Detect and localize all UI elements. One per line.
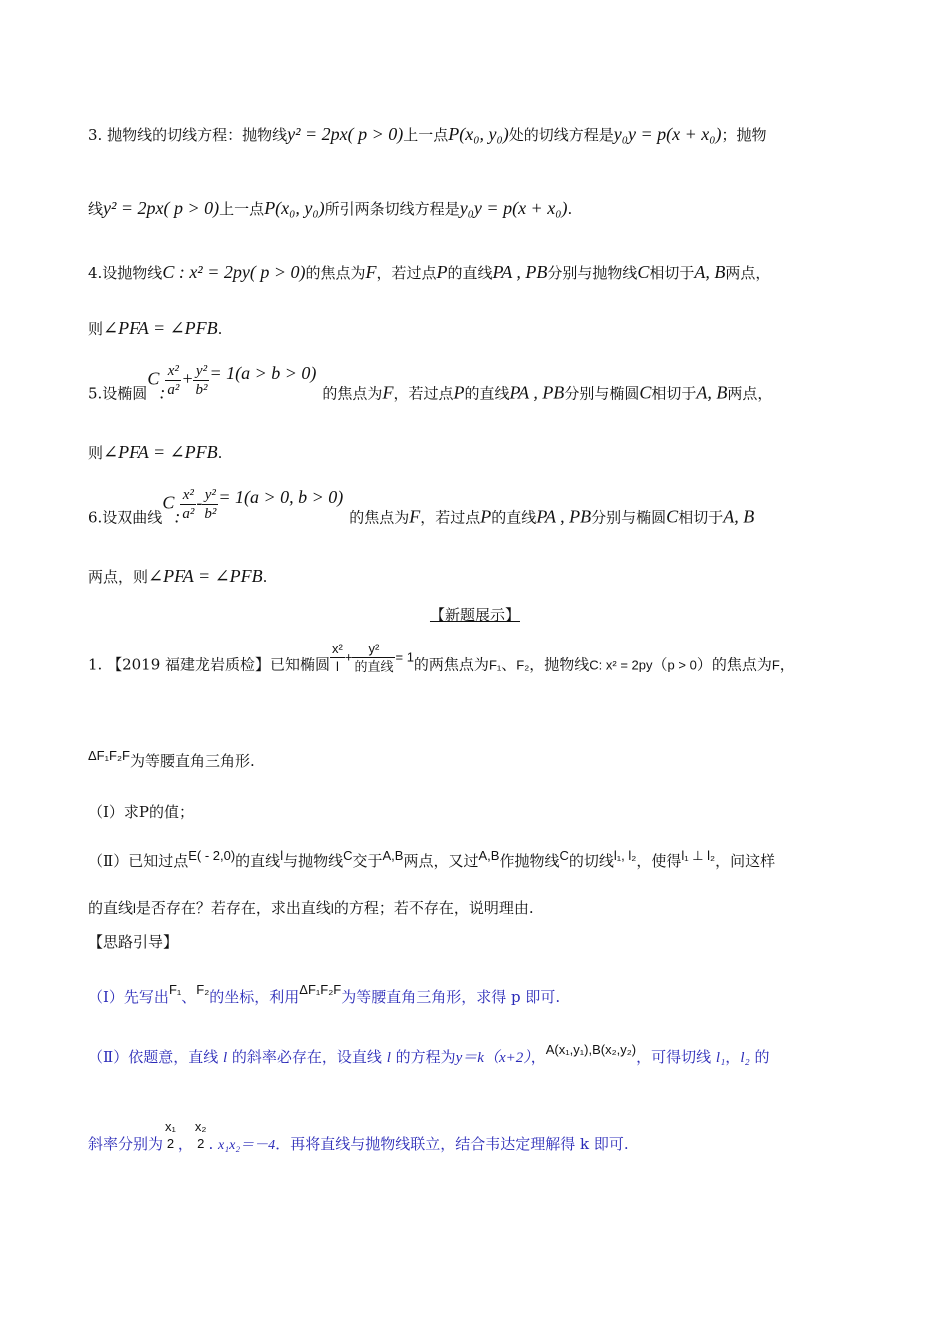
formula: l₁ — [715, 1050, 726, 1066]
text: . — [567, 200, 573, 218]
formula: = 1 — [395, 649, 414, 665]
text: ．再将直线与抛物线联立，结合韦达定理解得 k 即可. — [275, 1135, 629, 1153]
formula: F₁ — [168, 982, 182, 997]
formula: l₂ — [740, 1050, 750, 1066]
text: ， — [779, 655, 795, 674]
text: 分别与椭圆 — [591, 508, 667, 527]
formula: y² = 2px( p > 0) — [287, 124, 404, 144]
formula: P — [480, 506, 492, 527]
text: 上一点 — [403, 126, 449, 144]
formula: : — [159, 382, 166, 403]
numerator: x² — [165, 362, 181, 381]
question-1-part-2 — [88, 846, 775, 871]
formula: C — [637, 262, 650, 282]
formula: E( - 2,0) — [188, 848, 236, 863]
formula: x₁x₂＝－4 — [218, 1138, 276, 1153]
text: 4.设抛物线 — [88, 264, 163, 282]
formula: ∠PFA = ∠PFB — [148, 566, 263, 586]
text: 作抛物线 — [499, 852, 560, 870]
text: 的两焦点为 — [413, 655, 489, 674]
formula: C — [666, 506, 679, 527]
denominator: a² — [182, 506, 195, 522]
denominator: l — [336, 659, 339, 674]
fraction — [352, 640, 395, 675]
formula: PA , PB — [509, 382, 565, 403]
text: 分别与椭圆 — [564, 384, 640, 403]
text: 的坐标，利用 — [209, 988, 300, 1006]
formula: A,B — [478, 848, 500, 863]
formula: P(x₀, y₀) — [264, 198, 325, 218]
denominator: b² — [204, 506, 217, 522]
hint-part-2 — [88, 1040, 769, 1068]
text: . — [208, 1135, 219, 1153]
numerator: x² — [180, 486, 196, 505]
question-1-line-2 — [88, 746, 255, 771]
text: ，若过点 — [420, 508, 481, 527]
text: 为等腰直角三角形. — [129, 752, 255, 770]
text: 6.设双曲线 — [88, 508, 163, 527]
formula: = 1(a > b > 0) — [209, 363, 317, 383]
text: 、 — [181, 988, 197, 1006]
text: 两点， — [725, 264, 771, 282]
text: 3. 抛物线的切线方程：抛物线 — [88, 126, 288, 144]
text: 的焦点为 — [349, 508, 410, 527]
text: （Ⅱ）已知过点 — [88, 852, 189, 870]
text: 的直线 — [235, 852, 281, 870]
formula: y₀y = p(x + x₀) — [613, 124, 722, 144]
numerator: y² — [193, 362, 209, 381]
text: ，使得 — [636, 852, 682, 870]
text: 的 — [749, 1048, 770, 1066]
fraction — [202, 486, 218, 523]
formula: P — [436, 262, 448, 282]
text: 、 — [501, 655, 517, 674]
formula: l — [386, 1050, 391, 1066]
formula: C — [343, 848, 353, 863]
formula: y₀y = p(x + x₀) — [459, 198, 568, 218]
numerator: y² — [202, 486, 218, 505]
section-title-text: 【新题展示】 — [429, 606, 520, 624]
item-5-line-2 — [88, 442, 222, 463]
text: 为等腰直角三角形，求得 p 即可. — [341, 988, 561, 1006]
formula: ΔF₁F₂F — [88, 748, 130, 763]
text: （Ⅰ）先写出 — [88, 988, 169, 1006]
numerator: y² — [352, 640, 395, 658]
formula: P — [453, 382, 465, 403]
text: ，问这样 — [715, 852, 776, 870]
formula: = 1(a > 0, b > 0) — [218, 487, 344, 507]
text: ， — [725, 1048, 741, 1066]
formula: F₂ — [196, 982, 210, 997]
text: 的方程为 — [390, 1048, 456, 1066]
formula: A, B — [696, 382, 728, 403]
text: 的方程；若不存在，说明理由. — [333, 899, 534, 917]
text: 的直线 — [464, 384, 510, 403]
formula: l₁, l₂ — [613, 848, 637, 863]
formula: C : x² = 2py( p > 0) — [162, 262, 306, 282]
text: 两点， — [727, 384, 773, 403]
formula: C — [162, 492, 175, 513]
question-1-line-1 — [88, 640, 795, 676]
item-4-line-2 — [88, 318, 222, 339]
formula: F — [365, 262, 377, 282]
formula: F — [771, 657, 780, 673]
denominator: b² — [195, 382, 208, 398]
formula: C — [639, 382, 652, 403]
hint-part-2-line-2 — [88, 1118, 629, 1156]
text: ， — [530, 1048, 546, 1066]
hint-title — [88, 932, 178, 952]
text: 的直线 — [88, 899, 134, 917]
operator: + — [181, 368, 194, 389]
text: ，可得切线 — [636, 1048, 716, 1066]
text: . — [217, 444, 223, 462]
text: 1. 【2019 福建龙岩质检】已知椭圆 — [88, 655, 331, 674]
text: 上一点 — [219, 200, 265, 218]
formula: F₂ — [516, 657, 530, 673]
item-4-line-1 — [88, 262, 770, 283]
formula: l — [133, 901, 136, 916]
text: 则 — [88, 444, 104, 462]
text: ）的焦点为 — [696, 655, 772, 674]
formula: C: x² = 2py — [589, 657, 653, 673]
text: 斜率分别为 — [88, 1135, 164, 1153]
formula: F — [409, 506, 421, 527]
formula: A(x₁,y₁),B(x₂,y₂) — [545, 1042, 637, 1057]
hint-title-text: 【思路引导】 — [88, 933, 179, 951]
formula: p > 0 — [667, 657, 697, 673]
text: . — [217, 320, 223, 338]
text: 两点，又过 — [403, 852, 479, 870]
text: 是否存在？若存在，求出直线 — [135, 899, 331, 917]
item-3-line-1 — [88, 124, 767, 145]
formula: y＝k（x+2） — [455, 1050, 531, 1066]
formula: C — [559, 848, 569, 863]
numerator: x₂ — [194, 1119, 207, 1134]
text: 两点，则 — [88, 568, 149, 586]
item-6-line-2 — [88, 566, 267, 587]
formula: ∠PFA = ∠PFB — [103, 318, 218, 338]
fraction — [163, 1118, 178, 1152]
denominator: 2 — [166, 1136, 175, 1151]
text: 的斜率必存在，设直线 — [227, 1048, 387, 1066]
denominator: 2 — [197, 1136, 205, 1151]
item-3-line-2 — [88, 198, 572, 219]
fraction — [330, 640, 345, 675]
formula: PA , PB — [492, 262, 548, 282]
question-1-part-1 — [88, 802, 194, 822]
operator: - — [196, 492, 203, 513]
text: 相切于 — [678, 508, 724, 527]
fraction — [193, 362, 209, 399]
hint-part-1 — [88, 980, 560, 1007]
text: 分别与抛物线 — [547, 264, 638, 282]
text: 的直线 — [447, 264, 493, 282]
formula: A, B — [723, 506, 755, 527]
fraction — [165, 362, 181, 399]
numerator: x² — [332, 641, 343, 656]
text: 则 — [88, 320, 104, 338]
text: 处的切线方程是 — [508, 126, 614, 144]
text: （Ⅰ）求P的值； — [88, 803, 195, 821]
text: 线 — [88, 200, 104, 218]
text: （Ⅱ）依题意，直线 — [88, 1048, 223, 1066]
denominator: a² — [167, 382, 180, 398]
text: ；抛物 — [721, 126, 767, 144]
fraction — [193, 1118, 209, 1152]
text: 的焦点为 — [305, 264, 366, 282]
text: 5.设椭圆 — [88, 384, 148, 403]
text: ，若过点 — [376, 264, 437, 282]
text: 与抛物线 — [283, 852, 344, 870]
text: . — [262, 568, 268, 586]
formula: l — [330, 901, 334, 916]
formula: PA , PB — [536, 506, 592, 527]
question-1-part-2-line-2 — [88, 898, 534, 919]
text: 相切于 — [651, 384, 697, 403]
text: 的直线 — [491, 508, 537, 527]
text: ， — [177, 1135, 193, 1153]
text: ，抛物线 — [529, 655, 590, 674]
text: （ — [652, 655, 668, 674]
numerator: x₁ — [165, 1119, 176, 1134]
formula: F — [382, 382, 394, 403]
text: 交于 — [352, 852, 383, 870]
formula: P(x₀, y₀) — [448, 124, 509, 144]
formula: C — [147, 368, 160, 389]
formula: : — [174, 506, 181, 527]
formula: ∠PFA = ∠PFB — [103, 442, 218, 462]
fraction — [180, 486, 196, 523]
text: 的切线 — [568, 852, 614, 870]
formula: A,B — [382, 848, 404, 863]
text: 相切于 — [649, 264, 695, 282]
formula: l₁ ⊥ l₂ — [681, 848, 716, 863]
text: 的焦点为 — [322, 384, 383, 403]
formula: F₁ — [488, 657, 502, 673]
operator: + — [344, 649, 353, 665]
formula: A, B — [694, 262, 726, 282]
formula: y² = 2px( p > 0) — [103, 198, 220, 218]
item-5-line-1 — [88, 362, 772, 405]
formula: ΔF₁F₂F — [299, 982, 342, 997]
section-title — [0, 604, 950, 625]
formula: l — [222, 1050, 228, 1066]
text: 所引两条切线方程是 — [324, 200, 460, 218]
text: ，若过点 — [393, 384, 454, 403]
denominator: 的直线 — [354, 659, 394, 674]
item-6-line-1 — [88, 486, 754, 529]
formula: l — [280, 848, 284, 863]
